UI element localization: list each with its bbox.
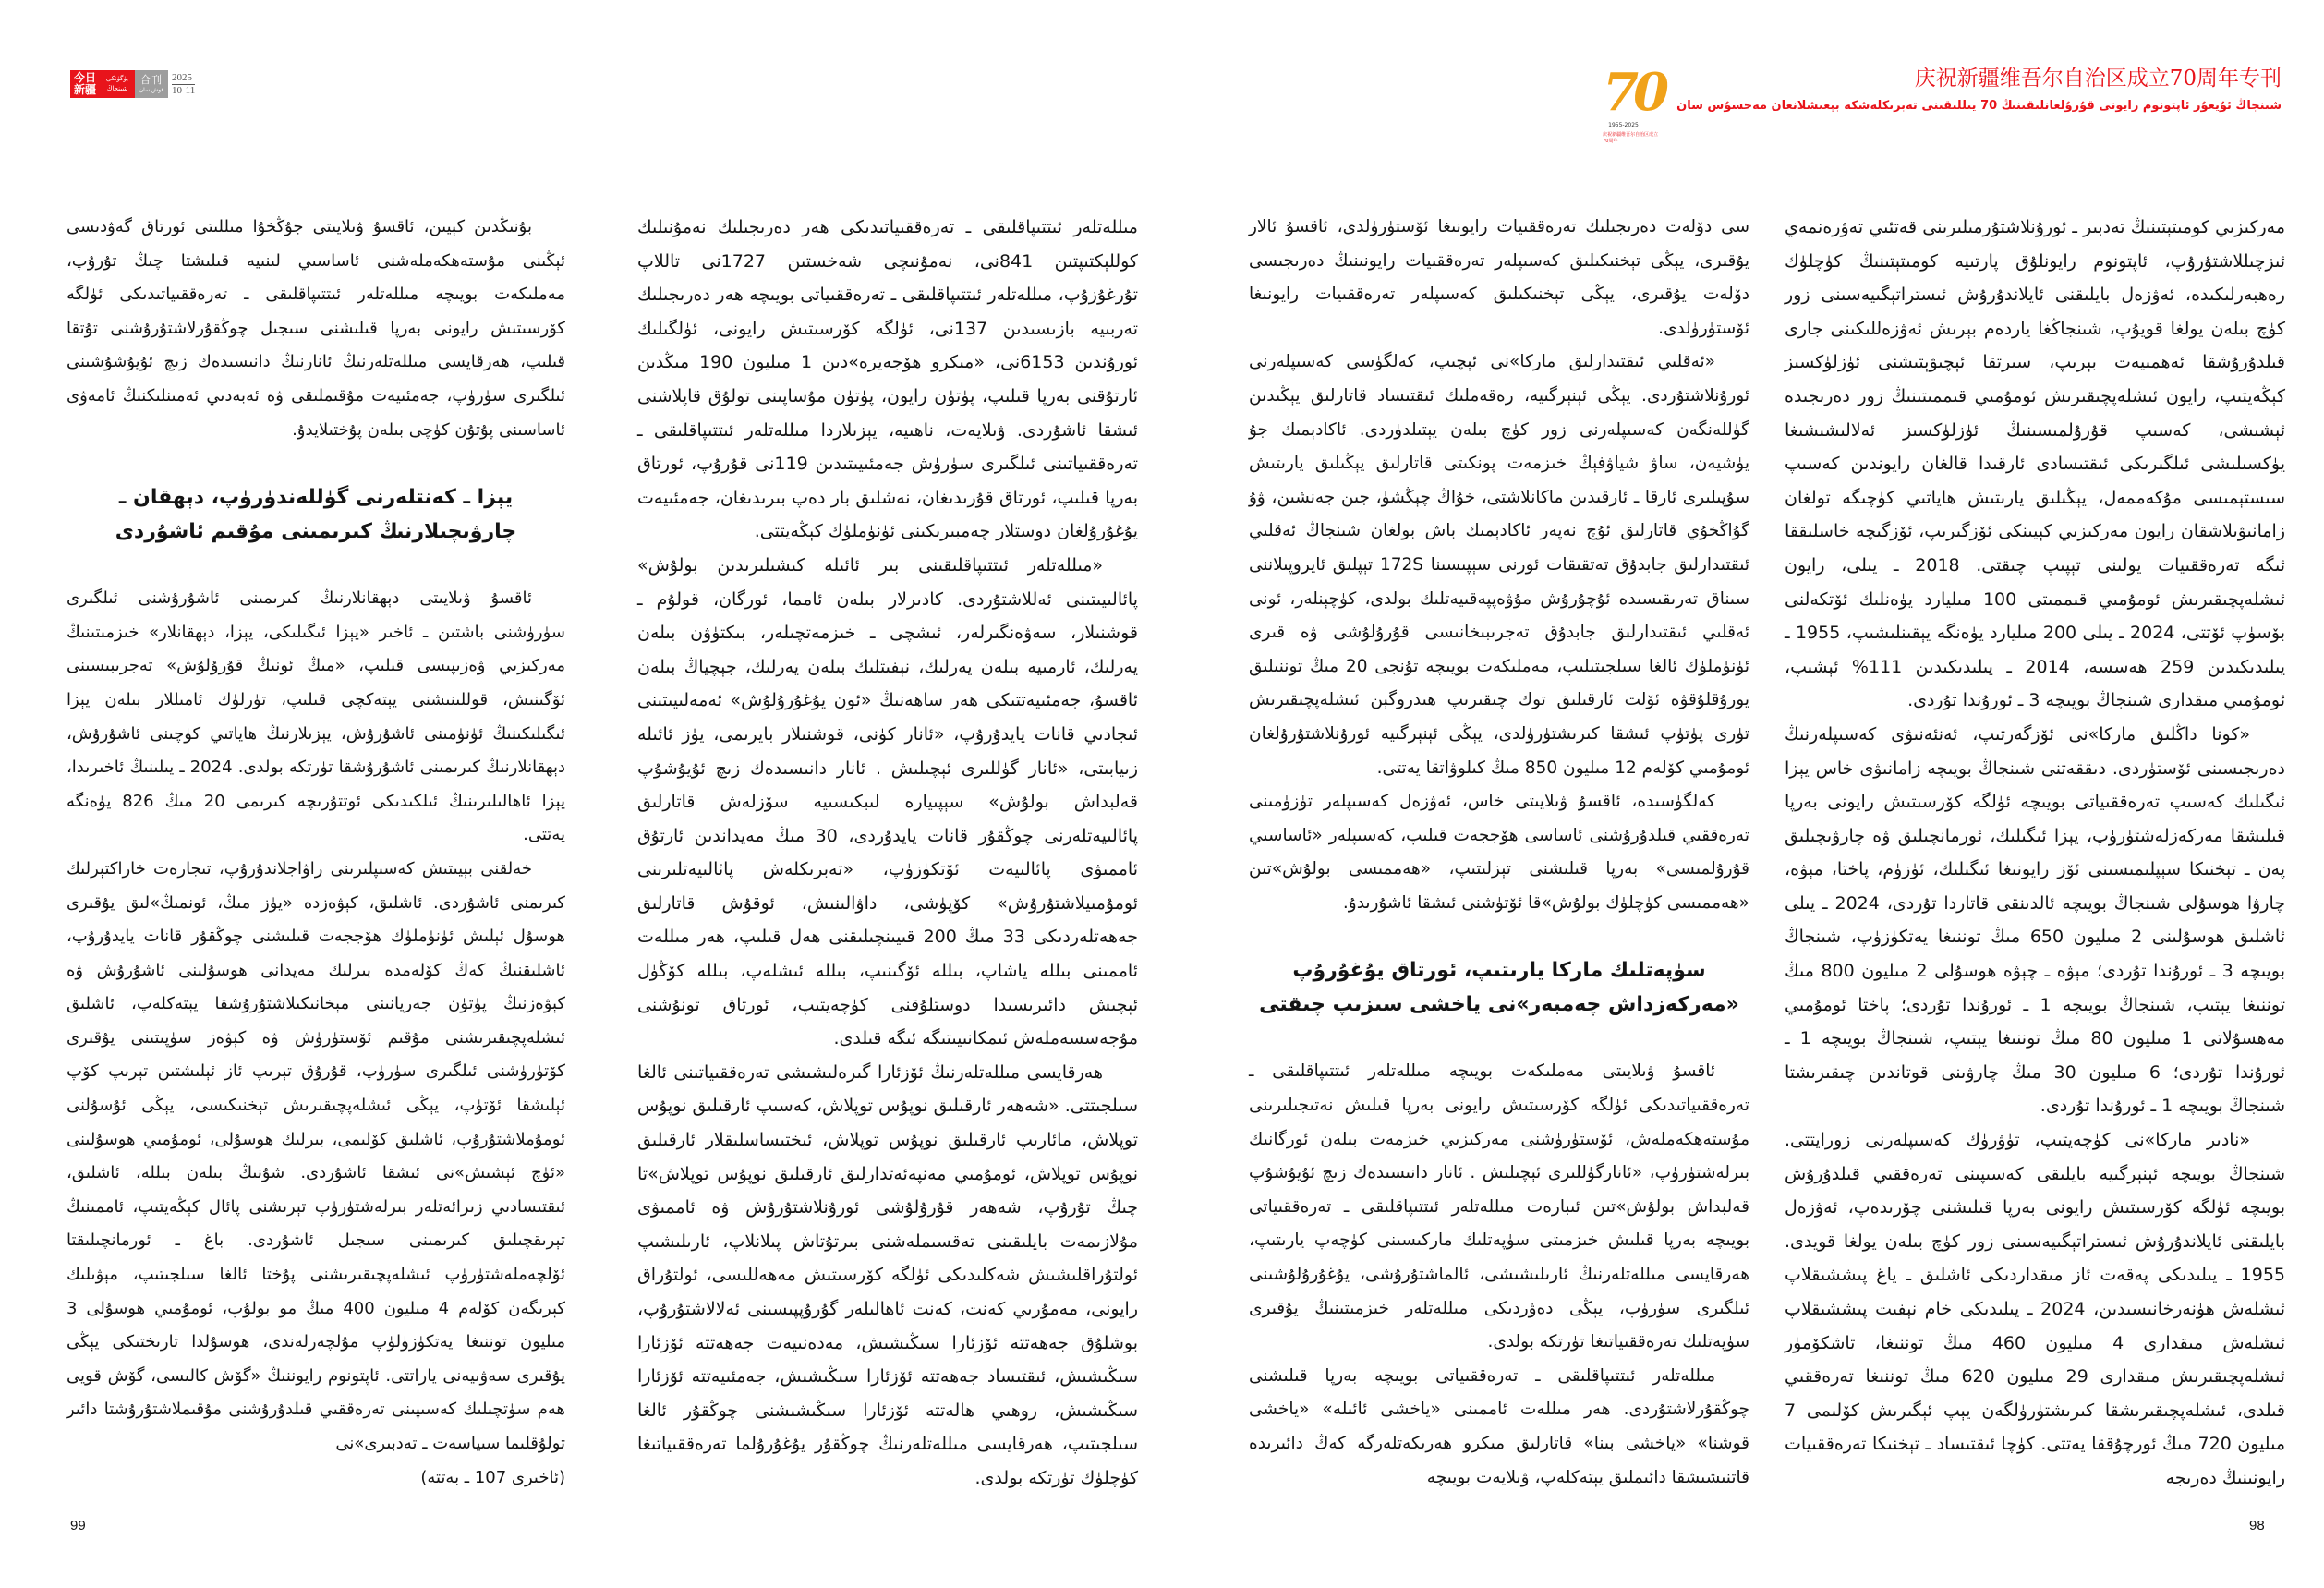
logo-caption: 庆祝新疆维吾尔自治区成立70周年 bbox=[1603, 132, 1659, 144]
text-column-4 bbox=[67, 211, 565, 1495]
masthead-title-cn: 今日新疆 bbox=[74, 71, 97, 96]
text-column-3 bbox=[637, 211, 1138, 1496]
section-heading: يېزا ـ كەنتلەرنى گۈللەندۈرۈپ، دېھقان ـ چارۋىچىلارنىڭ كىرىمىنى مۇقىم ئاشۇردى bbox=[115, 486, 517, 544]
masthead-combined-ug: قوش سان bbox=[139, 86, 164, 93]
page-number-left: 99 bbox=[70, 1518, 86, 1533]
paragraph: «مىللەتلەر ئىتتىپاقلىقىنى بىر ئائىلە كىشىلىرىدىن بولۇش» پائالىيىتىنى ئەللاشتۇردى. كادىرلار بىلەن ئامما، ئورگان، قولۇم ـ قوشنىلار، سەۋەنگىرلەر، ئىشچى ـ خىزمەتچىلەر، بىكتۈۋن بىلەن يەرلىك، ئارمىيە بىلەن يەرلىك، نېفىتلىك بىلەن يەرلىك، جېچياڭ بىلەن ئاقسۇ، جەمئىيەتتىكى ھەر ساھەنىڭ «ئون يۇغۇرۇلۇش» ئەمەلىيىتىنى ئىجادىي قانات يايدۇرۇپ، «ئانار كۈنى، قوشنىلار بايرىمى، يۈز ئائىلە زىيابىتى، «ئانار گۈللىرى ئېچىلىش . ئانار دانىسىدەك زىچ ئۇيۇشۇپ قەلبداش بولۇش» سېپىيارە لىبكىسىيە سۆزلەش قاتارلىق پائالىيەتلەرنى چوڭقۇر قانات يايدۇردى، 30 مىڭ مەيداندىن ئارتۇق ئاممىۋى پائالىيەت ئۆتكۈزۈپ، «تەبرىكلەش پائالىيەتلىرىنى ئومۇمىيلاشتۇرۇش» كۆپۈشى، داۋالىنىش، ئوقۇش قاتارلىق جەھەتلەردىكى 33 مىڭ 200 قىيىنچىلىقنى ھەل قىلىپ، ھەر مىللەت ئاممىنى بىللە ياشاپ، بىللە ئۆگىنىپ، بىللە ئىشلەپ، بىللە كۆڭۈل ئېچىش دائىرىسىدا دوستلۇقنى كۈچەيتىپ، ئورتاق تونۇشنى مۇجەسسەملەش ئىمكانىيىتىگە ئىگە قىلدى. bbox=[637, 554, 1138, 1049]
logo-years: 1955-2025 bbox=[1608, 122, 1639, 128]
masthead-year: 2025 bbox=[172, 72, 195, 85]
magazine-masthead bbox=[70, 70, 195, 98]
paragraph: ھەرقايسى مىللەتلەرنىڭ ئۆزئارا گىرەلىشىشى تەرەققىياتىنى ئالغا سىلجىتتى. «شەھەر ئارقىلىق نوپۇس توپلاش، كەسىپ ئارقىلىق نوپۇس توپلاش، مائارىپ ئارقىلىق نوپۇس توپلاش، ئىختىساسلىقلار ئارقىلىق نوپۇس توپلاش، ئومۇمىي مەنپەئەتدارلىق ئارقىلىق نوپۇس توپلاش»تا چىڭ تۇرۇپ، شەھەر قۇرۇلۇشى ئورۇنلاشتۇرۇش ۋە ئاممىۋى مۇلازىمەت بايلىقىنى تەقسىملەشنى بىرتۇتاش پىلانلاپ، ئارىلىشىپ ئولتۇراقلىشىش شەكلىدىكى ئۈلگە كۆرسىتىش مەھەللىسى، ئولتۇراق رايونى، مەمۇرىي كەنت، كەنت ئاھالىلەر گۇرۇپپىسىنى ئەلالاشتۇرۇپ، بوشلۇق جەھەتتە ئۆزئارا سىڭىشىش، مەدەنىيەت جەھەتتە ئۆزئارا سىڭىشىش، ئىقتىساد جەھەتتە ئۆزئارا سىڭىشىش، جەمئىيەتتە ئۆزئارا سىڭىشىش، روھىي ھالەتتە ئۆزئارا سىڭىشىشنى چوڭقۇر ئالغا سىلجىتىپ، ھەرقايسى مىللەتلەرنىڭ چوڭقۇر يۇغۇرۇلما تەرەققىياتىغا كۈچلۈك تۈرتكە بولدى. bbox=[637, 1061, 1138, 1488]
page-number-right: 98 bbox=[2249, 1518, 2265, 1533]
paragraph: «كونا داڭلىق ماركا»نى ئۆزگەرتىپ، ئەنئەنىۋى كەسىپلەرنىڭ دەرىجىسىنى ئۆستۈردى. دىققەتنى شىنجاڭ بويىچە زامانىۋى خاس يېزا ئىگىلىك كەسىپ تەرەققىياتى بويىچە ئۈلگە كۆرسىتىش رايونى بەرپا قىلىشقا مەركەزلەشتۈرۈپ، يېزا ئىگىلىك، ئورمانچىلىق ۋە چارۋىچىلىق پەن ـ تېخنىكا سېپلىمىسىنى ئۆز رايونىغا ئىگىلىك، ئۈزۈم، پاختا، مېۋە، چارۋا ھوسۇلى شىنجاڭ بويىچە ئالدىنقى قاتاردا تۇردى، 2024 ـ يىلى ئاشلىق ھوسۇلىنى 2 مىليون 650 مىڭ توننىغا يەتكۈزۈپ، شىنجاڭ بويىچە 3 ـ ئورۇندا تۇردى؛ مېۋە ـ چېۋە ھوسۇلى 2 مىليون 800 مىڭ توننىغا يېتىپ، شىنجاڭ بويىچە 1 ـ ئورۇندا تۇردى؛ پاختا ئومۇمىي مەھسۇلاتى 1 مىليون 80 مىڭ توننىغا يېتىپ، شىنجاڭ بويىچە 1 ـ ئورۇندا تۇردى؛ 6 مىليون 30 مىڭ چارۋىنى قوتاندىن چىقىرىشتا شىنجاڭ بويىچە 1 ـ ئورۇندا تۇردى. bbox=[1785, 723, 2286, 1117]
logo-number: 70 bbox=[1603, 62, 1664, 123]
section-heading: سۈپەتلىك ماركا يارىتىپ، ئورتاق يۇغۇرۇپ «مەركەزداش چەمبەر»نى ياخشى سىزىپ چىقتى bbox=[1259, 959, 1739, 1017]
paragraph: كەلگۈسىدە، ئاقسۇ ۋىلايىتى خاس، ئەۋزەل كەسىپلەر تۈزۈمىنى تەرەققىي قىلدۇرۇشنى ئاساسى ھۆججەت قىلىپ، كەسىپلەر «ئاساسىي قۇرۇلمىسى» بەرپا قىلىشنى تېزلىتىپ، «ھەممىسى بولۇش»تىن «ھەممىسى كۈچلۈك بولۇش»قا ئۆتۈشنى ئىشقا ئاشۇرىدۇ. bbox=[1249, 792, 1749, 913]
masthead-date bbox=[168, 70, 195, 98]
paragraph: ئاقسۇ ۋىلايىتى دېھقانلارنىڭ كىرىمىنى ئاشۇرۇشنى ئىلگىرى سۈرۈشنى باشتىن ـ ئاخىر «يېزا ئىگىلىكى، يېزا، دېھقانلار» خىزمىتىنىڭ مەركىزىي ۋەزىپىسى قىلىپ، «مىڭ ئونىڭ قۇرۇلۇش» تەجرىبىسىنى ئۆگىنىش، قوللىنىشنى يېتەكچى قىلىپ، تۈرلۈك ئامىللار بىلەن يېزا ئىگىلىكىنىڭ ئۈنۈمىنى ئاشۇرۇش، يېزىلارنىڭ ھاياتىي كۈچىنى ئاشۇرۇش، دېھقانلارنىڭ كىرىمىنى ئاشۇرۇشقا تۈرتكە بولدى. 2024 ـ يىلىنىڭ ئاخىرىدا، يېزا ئاھالىلىرىنىڭ ئىلكىدىكى ئوتتۇرىچە كىرىمى 20 مىڭ 826 يۈەنگە يەتتى. bbox=[67, 588, 566, 845]
special-issue-titles bbox=[1676, 65, 2282, 116]
paragraph: ئاقسۇ ۋىلايىتى مەملىكەت بويىچە مىللەتلەر ئىتتىپاقلىقى ـ تەرەققىياتىدىكى ئۈلگە كۆرسىتىش رايونى بەرپا قىلىش نەتىجىلىرىنى مۇستەھكەملەش، ئۆستۈرۈشنى مەركىزىي خىزمەت بىلەن ئورگانىك بىرلەشتۈرۈپ، «ئانارگۈللىرى ئېچىلىش . ئانار دانىسىدەك زىچ ئۇيۇشۇپ قەلبداش بولۇش»تىن ئىبارەت مىللەتلەر ئىتتىپاقلىقى ـ تەرەققىياتى بويىچە بەرپا قىلىش خىزمىتى سۈپەتلىك ماركىسىنى كۈچەپ يارىتىپ، ھەرقايسى مىللەتلەرنىڭ ئارىلىشىشى، ئالماشتۇرۇشى، يۇغۇرۇلۇشىنى ئىلگىرى سۈرۈپ، يېڭى دەۋردىكى مىللەتلەر خىزمىتىنىڭ يۇقىرى سۈپەتلىك تەرەققىياتىغا تۈرتكە بولدى. bbox=[1249, 1061, 1749, 1352]
text-column-1 bbox=[1785, 211, 2285, 1496]
paragraph: مەركىزىي كومىتېتىنىڭ تەدبىر ـ ئورۇنلاشتۇرمىلىرىنى قەتئىي تەۋرەنمەي ئىزچىللاشتۇرۇپ، ئاپتونوم رايونلۇق پارتىيە كومىتېتىنىڭ كۈچلۈك رەھبەرلىكىدە، ئەۋزەل بايلىقنى ئايلاندۇرۇش ئىستراتېگىيەسىنى زور كۈچ بىلەن يولغا قويۇپ، شىنجاڭغا ياردەم بېرىش ئەۋزەللىكىنى جارى قىلدۇرۇشقا ئەھمىيەت بېرىپ، سىرتقا ئېچىۋېتىشنى ئۈزلۈكسىز كېڭەيتىپ، رايون ئىشلەپچىقىرىش ئومۇمىي قىممىتىنىڭ زور دەرىجىدە ئېشىشى، كەسىپ قۇرۇلمىسىنىڭ ئۈزلۈكسىز ئەلالىشىشىغا يۈكسىلىشى ئىلگىرىكى ئىقتىسادى ئارقىدا قالغان رايوندىن كەسىپ سىستېمىسى مۇكەممەل، يېڭىلىق يارىتىش ھاياتىي كۈچىگە تولغان زامانىۋىلاشقان رايون مەركىزىي كېيىنكى ئۆزگىرىپ، ئۆزگىچە خاسلىققا ئىگە تەرەققىيات يولىنى تېپىپ چىقتى. 2018 ـ يىلى، رايون ئىشلەپچىقىرىش ئومۇمىي قىممىتى 100 مىليارد يۈەنلىك ئۆتكەلنى بۆسۈپ ئۆتتى، 2024 ـ يىلى 200 مىليارد يۈەنگە يېقىنلىشىپ، 1955 ـ يىلىدىكىدىن 259 ھەسسە، 2014 ـ يىلىدىكىدىن 111% ئېشىپ، ئومۇمىي مىقدارى شىنجاڭ بويىچە 3 ـ ئورۇندا تۇردى. bbox=[1785, 217, 2285, 711]
paragraph: خەلقنى بېيىتىش كەسىپلىرىنى راۋاجلاندۇرۇپ، تىجارەت خاراكتېرلىك كىرىمنى ئاشۇردى. ئاشلىق، كېۋەزدە «يۈز مىڭ، ئونمىڭ»لىق يۇقىرى ھوسۇل ئېلىش ئۈنۈملۈك ھۆججەت قىلىشنى چوڭقۇر قانات يايدۇرۇپ، ئاشلىقنىڭ كەڭ كۆلەمدە بىرلىك مەيدانى ھوسۇلىنى ئاشۇرۇش ۋە كېۋەزنىڭ پۈتۈن جەريانىنى مېخانىكىلاشتۇرۇشقا يېتەكلەپ، ئاشلىق ئىشلەپچىقىرىشنى مۇقىم ئۆستۈرۈش ۋە كېۋەز سۈپىتىنى يۇقىرى كۆتۈرۈشنى ئىلگىرى سۈرۈپ، قۇرۇق تېرىپ ئاز ئېلىشتىن تېرىپ كۆپ ئېلىشقا ئۆتۈپ، يېڭى ئىشلەپچىقىرىش تېخنىكىسى، يېڭى ئۇسۇلنى ئومۇملاشتۇرۇپ، ئاشلىق كۆلىمى، بىرلىك ھوسۇلى، ئومۇمىي ھوسۇلىنى «ئۈچ ئېشىش»نى ئىشقا ئاشۇردى. شۇنىڭ بىلەن بىللە، ئاشلىق، ئىقتىسادىي زىرائەتلەر بىرلەشتۈرۈپ تېرىشنى پائال كېڭەيتىپ، ئاممىنىڭ تېرىقچىلىق كىرىمىنى سىجىل ئاشۇردى. باغ ـ ئورمانچىلىقتا ئۆلچەملەشتۈرۈپ ئىشلەپچىقىرىشنى پۇختا ئالغا سىلجىتىپ، مېۋىلىك كېرىگەن كۆلەم 4 مىليون 400 مىڭ مو بولۇپ، ئومۇمىي ھوسۇلى 3 مىليون توننىغا يەتكۈزۈلۈپ مۇلچەرلەندى، ھوسۇلدا تارىختىكى يېڭى يۇقىرى سەۋىيەنى ياراتتى. ئاپتونوم رايوننىڭ «گۆش كالىسى، گۆش قويى ھەم سۈتچىلىك كەسىپىنى تەرەققىي قىلدۇرۇشنى مۇقىملاشتۇرۇشتا دائىر تولۇقلىما سىياسەت ـ تەدبىرى»نى bbox=[67, 858, 565, 1453]
masthead-title-block bbox=[70, 70, 135, 98]
masthead-issue: 10-11 bbox=[172, 84, 196, 96]
continuation-note: (ئاخىرى 107 ـ بەتتە) bbox=[420, 1467, 565, 1487]
special-issue-title-ug: شىنجاڭ ئۇيغۇر ئاپتونوم رايونى قۇرۇلغانلىقىنىڭ 70 يىللىقىنى تەبرىكلەشكە بېغىشلانغان مەخسۇس سان bbox=[1676, 99, 2282, 113]
paragraph: مىللەتلەر ئىتتىپاقلىقى ـ تەرەققىياتىدىكى ھەر دەرىجىلىك نەمۇنىلىك كوللېكتىپتىن 841نى، نەمۇنىچى شەخستىن 1727نى تاللاپ تۇرغۇزۇپ، مىللەتلەر ئىتتىپاقلىقى ـ تەرەققىياتى بويىچە ھەر دەرىجىلىك تەربىيە بازىسىدىن 137نى، ئۈلگە كۆرسىتىش رايونى، ئۈلگىلىك ئورۇندىن 6153نى، «مىكرو ھۆجەيرە»دىن 1 مىليون 190 مىڭدىن ئارتۇقنى بەرپا قىلىپ، پۈتۈن رايون، پۈتۈن مۇساپىنى تولۇق قاپلاشنى ئىشقا ئاشۇردى. ۋىلايەت، ناھىيە، يېزىلاردا مىللەتلەر ئىتتىپاقلىقى ـ تەرەققىياتىنى ئىلگىرى سۈرۈش جەمئىيىتىدىن 119نى قۇرۇپ، ئورتاق بەرپا قىلىپ، ئورتاق قۇرىدىغان، نەشلىق بار دەپ بىرىدىغان، جەمئىيەت يۇغۇرۇلغان دوستلار چەمبىرىكىنى ئۈنۈملۈك كېڭەيتتى. bbox=[637, 217, 1138, 542]
masthead-combined-cn: 合刊 bbox=[140, 73, 163, 86]
paragraph: بۇنىڭدىن كېيىن، ئاقسۇ ۋىلايىتى جۇڭخۇا مىللىتى ئورتاق گەۋدىسى ئېڭىنى مۇستەھكەملەشنى ئاساسىي لىنىيە قىلىشتا چىڭ تۇرۇپ، مەملىكەت بويىچە مىللەتلەر ئىتتىپاقلىقى ـ تەرەققىياتىدىكى ئۈلگە كۆرسىتىش رايونى بەرپا قىلىشنى سىجىل چوڭقۇرلاشتۇرۇشنى تۇتقا قىلىپ، ھەرقايسى مىللەتلەرنىڭ ئانارنىڭ دانىسىدەك زىچ ئۇيۇشۇشىنى ئىلگىرى سۈرۈپ، جەمئىيەت مۇقىملىقى ۋە ئەبەدىي ئەمىنلىكنىڭ ئامەۋى ئاساسىنى پۇتۇن كۈچى بىلەن پۇختىلايدۇ. bbox=[67, 217, 565, 440]
paragraph: «نادىر ماركا»نى كۈچەيتىپ، تۈۋرۈك كەسىپلەرنى زورايتتى. شىنجاڭ بويىچە ئېنېرگىيە بايلىقى كەسىپىنى تەرەققىي قىلدۇرۇش بويىچە ئۈلگە كۆرسىتىش رايونى بەرپا قىلىشنى چۆرىدەپ، ئەۋزەل بايلىقنى ئايلاندۇرۇش ئىستراتېگىيەسىنى زور كۈچ بىلەن يولغا قويدى. 1955 ـ يىلىدىكى پەقەت ئاز مىقداردىكى ئاشلىق ـ ياغ پىششىقلاپ ئىشلەش ھۈنەرخانىسىدىن، 2024 ـ يىلىدىكى خام نېفىت پىششىقلاپ ئىشلەش مىقدارى 4 مىليون 460 مىڭ توننىغا، تاشكۆمۈر ئىشلەپچىقىرىش مىقدارى 29 مىليون 620 مىڭ توننىغا تەرەققىي قىلدى، ئىشلەپچىقىرىشقا كىرىشتۈرۈلگەن يېپ ئېگىرىش كۆلىمى 7 مىليون 720 مىڭ ئورچۇققا يەتتى. كۈچا ئىقتىساد ـ تېخنىكا تەرەققىيات رايونىنىڭ دەرىجە bbox=[1785, 1130, 2286, 1488]
special-issue-banner bbox=[1603, 62, 2282, 148]
special-issue-title-cn: 庆祝新疆维吾尔自治区成立70周年专刊 bbox=[1914, 67, 2282, 91]
paragraph: مىللەتلەر ئىتتىپاقلىقى ـ تەرەققىياتى بويىچە بەرپا قىلىشنى چوڭقۇرلاشتۇردى. ھەر مىللەت ئاممىنى «ياخشى ئائىلە» «ياخشى قوشنا» «ياخشى بىنا» قاتارلىق مىكرو ھەرىكەتلەرگە كەڭ دائىرىدە قاتنىشىشقا دائىملىق يېتەكلەپ، ۋىلايەت بويىچە bbox=[1249, 1365, 1749, 1487]
paragraph: «ئەقلىي ئىقتىدارلىق ماركا»نى ئېچىپ، كەلگۈسى كەسىپلەرنى ئورۇنلاشتۇردى. يېڭى ئېنېرگىيە، رەقەملىك ئىقتىساد قاتارلىق يېڭىدىن گۈللەنگەن كەسىپلەرنى زور كۈچ بىلەن يېتىلدۈردى. ئاكادېمىك جۇ يۈشيەن، ساۋ شياۋفېڭ خىزمەت پونكىتى قاتارلىق يېڭىلىق يارىتىش سۇپىلىرى ئارقا ـ ئارقىدىن ماكانلاشتى، خۇاڭ چېڭشۈ، جىن جەنشىن، ۋۇ گۇاڭخۇي قاتارلىق ئۇچ نەپەر ئاكادېمىك باش بولغان شىنجاڭ ئەقلىي ئىقتىدارلىق جابدۇق تەتقىقات ئورنى سېپىسىنا 172S تېپلىق ئايروپىلاننى سىناق تەرىقىسىدە ئۇچۇرۇش مۇۋەپپەقىيەتلىك بولدى، كۈچېنلەر، ئونى ئەقلىي ئىقتىدارلىق جابدۇق تەجرىبىخانىسى قۇرۇلۇشى ۋە قىرى ئۈنۈملۈك ئالغا سىلجىتىلىپ، مەملىكەت بويىچە تۇنجى 20 مىڭ توننىلىق يورۇقلۇقۋە ئۆلت ئارقىلىق توك چىقىرىپ ھىدروگېن ئىشلەپچىقىرىش تۈرى پۈتۈپ ئىشقا كىرىشتۈرۈلدى، يېڭى ئېنېرگىيە ئورۇنلاشتۇرۇلغان ئومۇمىي كۆلەم 12 مىليون 850 مىڭ كىلوۋاتقا يەتتى. bbox=[1249, 352, 1749, 778]
paragraph: سى دۆلەت دەرىجىلىك تەرەققىيات رايونىغا ئۆستۈرۈلدى، ئاقسۇ ئالار يۇقىرى، يېڭى تېخنىكىلىق كەسىپلەر تەرەققىيات رايونىنىڭ دەرىجىسى دۆلەت يۇقىرى، يېڭى تېخنىكىلىق كەسىپلەر تەرەققىيات رايونىغا ئۆستۈرۈلدى. bbox=[1249, 217, 1749, 338]
masthead-title-ug: بۈگۈنكى شىنجاڭ bbox=[105, 75, 129, 92]
anniversary-70-logo-icon bbox=[1603, 62, 1664, 148]
masthead-combined-block bbox=[135, 70, 168, 98]
text-column-2 bbox=[1249, 211, 1749, 1495]
